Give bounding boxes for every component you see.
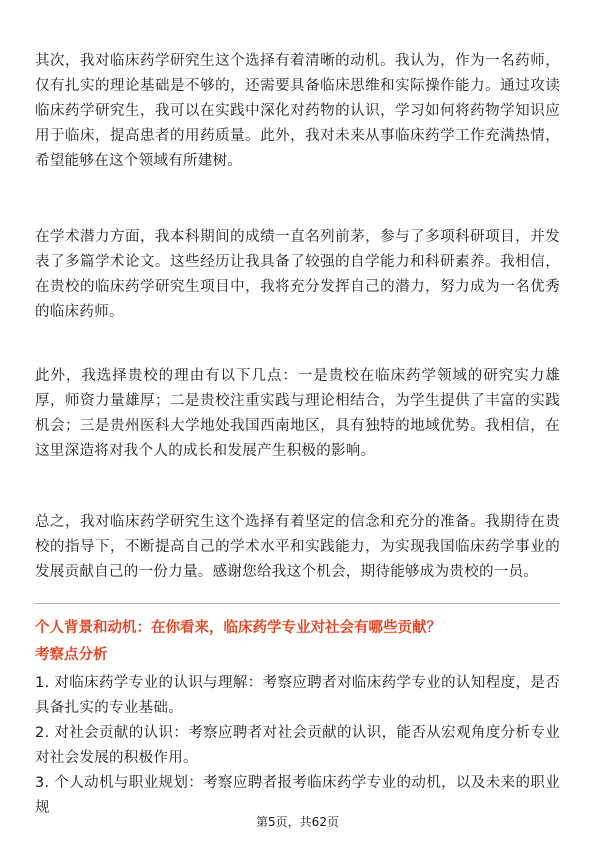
document-page [35, 0, 560, 842]
analysis-point: 3. 个人动机与职业规划：考察应聘者报考临床药学专业的动机，以及未来的职业规 [35, 775, 560, 816]
body-paragraph-conclusion: 总之，我对临床药学研究生这个选择有着坚定的信念和充分的准备。我期待在贵校的指导下，不断提高自己的学术水平和实践能力，为实现我国临床药学事业的发展贡献自己的一份力量。感谢您给我这个机会，期待能够成为贵校的一员。 [35, 514, 560, 580]
question-title: 个人背景和动机：在你看来，临床药学专业对社会有哪些贡献？ [35, 620, 441, 636]
analysis-point: 1. 对临床药学专业的认识与理解：考察应聘者对临床药学专业的认知程度，是否具备扎实的专业基础。 [35, 675, 560, 716]
analysis-heading: 考察点分析 [35, 647, 108, 663]
body-paragraph-academic-potential: 在学术潜力方面，我本科期间的成绩一直名列前茅，参与了多项科研项目，并发表了多篇学术论文。这些经历让我具备了较强的自学能力和科研素养。我相信，在贵校的临床药学研究生项目中，我将充分发挥自己的潜力，努力成为一名优秀的临床药师。 [35, 229, 560, 320]
analysis-point: 2. 对社会贡献的认识：考察应聘者对社会贡献的认识，能否从宏观角度分析专业对社会发展的积极作用。 [35, 725, 560, 766]
body-paragraph-school-choice: 此外，我选择贵校的理由有以下几点：一是贵校在临床药学领域的研究实力雄厚，师资力量雄厚；二是贵校注重实践与理论相结合，为学生提供了丰富的实践机会；三是贵州医科大学地处我国西南地区，具有独特的地域优势。我相信，在这里深造将对我个人的成长和发展产生积极的影响。 [35, 368, 560, 459]
analysis-list [35, 671, 560, 821]
body-paragraph-motivation: 其次，我对临床药学研究生这个选择有着清晰的动机。我认为，作为一名药师，仅有扎实的理论基础是不够的，还需要具备临床思维和实际操作能力。通过攻读临床药学研究生，我可以在实践中深化对药物的认识，学习如何将药物学知识应用于临床，提高患者的用药质量。此外，我对未来从事临床药学工作充满热情，希望能够在这个领域有所建树。 [35, 53, 560, 169]
section-divider [35, 603, 560, 604]
page-number-footer: 第5页，共62页 [256, 815, 339, 829]
